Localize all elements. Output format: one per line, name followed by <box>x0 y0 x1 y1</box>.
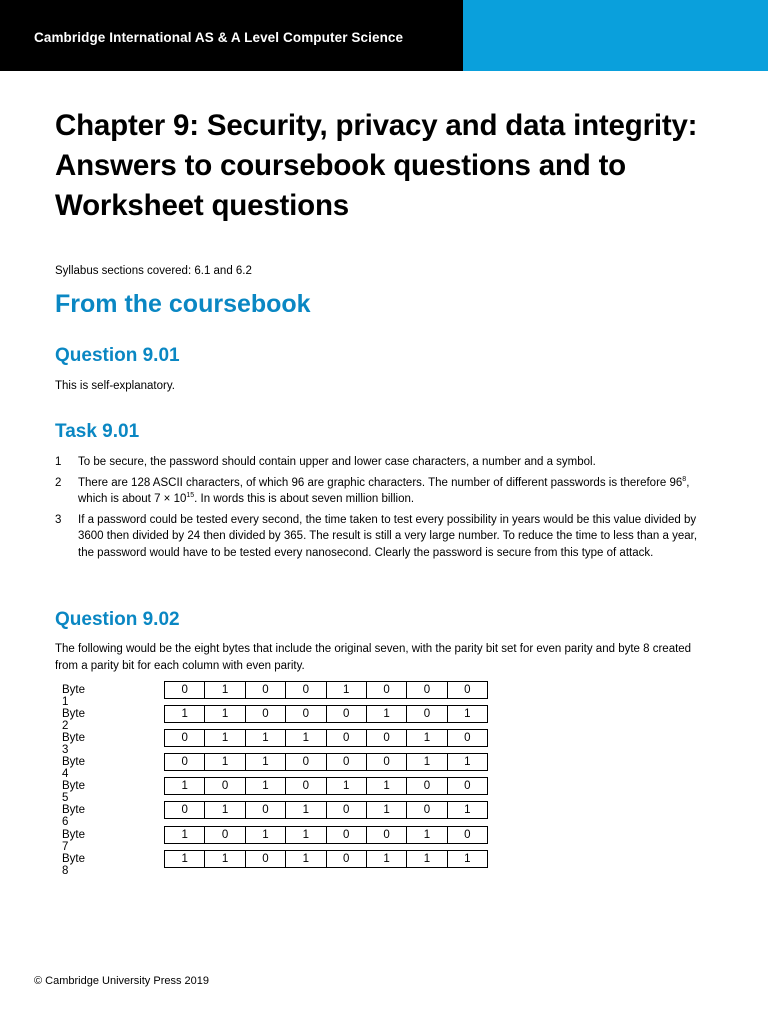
syllabus-note: Syllabus sections covered: 6.1 and 6.2 <box>55 265 252 277</box>
bit-cell: 1 <box>165 827 205 843</box>
bit-cell: 1 <box>464 852 471 865</box>
text-part: . In words this is about seven million billion. <box>194 493 415 505</box>
list-item-text: To be secure, the password should contain upper and lower case characters, a number and a symbol. <box>78 456 596 468</box>
bit-cell: 1 <box>464 804 471 817</box>
superscript: 8 <box>682 475 687 483</box>
bit-cell: 1 <box>407 730 447 746</box>
list-item-text <box>78 475 715 508</box>
bit-cell: 1 <box>205 851 245 867</box>
bit-cell: 1 <box>286 827 326 843</box>
bit-cell: 1 <box>286 730 326 746</box>
bit-cell: 1 <box>286 851 326 867</box>
bit-cell: 0 <box>327 827 367 843</box>
question-9-02-text: The following would be the eight bytes that include the original seven, with the parity bit set for even parity and byte 8 created from a parity bit for each column with even parity. <box>55 643 692 672</box>
list-item-text: If a password could be tested every second, the time taken to test every possibility in years would be this value divided by 3600 then divided by 24 then divided by 365. The result is still a very large number. To reduce the time to less than a year, the password would have to be tested every nanosecond. Clearly the password is secure from this type of attack. <box>78 513 698 559</box>
bit-cell: 1 <box>327 682 367 698</box>
bit-cell: 1 <box>286 802 326 818</box>
bit-cell: 0 <box>165 802 205 818</box>
list-item <box>55 475 715 508</box>
byte-bit-cells <box>164 729 488 747</box>
bit-cell: 1 <box>246 730 286 746</box>
bit-cell: 1 <box>205 754 245 770</box>
bit-cell: 1 <box>246 754 286 770</box>
byte-bit-cells <box>164 801 488 819</box>
question-9-02-heading: Question 9.02 <box>55 609 180 630</box>
byte-bit-cells <box>164 705 488 723</box>
bit-cell: 0 <box>367 754 407 770</box>
bit-cell: 0 <box>464 828 471 841</box>
header-title: Cambridge International AS & A Level Computer Science <box>34 30 404 45</box>
bit-cell: 1 <box>407 851 447 867</box>
byte-label: Byte 3 <box>62 732 86 757</box>
chapter-title: Chapter 9: Security, privacy and data integrity: Answers to coursebook questions and to Worksheet questions <box>55 109 698 222</box>
bit-cell: 0 <box>327 730 367 746</box>
bit-cell: 1 <box>367 851 407 867</box>
byte-label: Byte 7 <box>62 828 86 853</box>
byte-label: Byte 6 <box>62 804 86 829</box>
bit-cell: 0 <box>286 778 326 794</box>
question-9-01-heading: Question 9.01 <box>55 345 180 366</box>
bit-cell: 1 <box>367 706 407 722</box>
bit-cell: 1 <box>367 778 407 794</box>
byte-label: Byte 5 <box>62 780 86 805</box>
bit-cell: 0 <box>407 682 447 698</box>
text-part: There are 128 ASCII characters, of which 96 are graphic characters. The number of different passwords is therefore 96 <box>78 476 683 489</box>
task-9-01-list <box>55 454 715 565</box>
bit-cell: 1 <box>205 730 245 746</box>
section-heading: From the coursebook <box>55 290 311 318</box>
bit-cell: 1 <box>205 802 245 818</box>
list-item-number: 2 <box>55 476 62 489</box>
superscript: 15 <box>186 492 195 500</box>
bit-cell: 0 <box>327 802 367 818</box>
bit-cell: 1 <box>367 802 407 818</box>
bit-cell: 0 <box>327 754 367 770</box>
bit-cell: 0 <box>205 827 245 843</box>
byte-bit-cells <box>164 850 488 868</box>
question-9-01-text: This is self-explanatory. <box>55 380 175 392</box>
task-9-01-heading: Task 9.01 <box>55 421 140 442</box>
byte-label: Byte 1 <box>62 684 86 708</box>
bit-cell: 1 <box>246 827 286 843</box>
bit-cell: 0 <box>165 754 205 770</box>
bit-cell: 0 <box>367 682 407 698</box>
byte-label: Byte 4 <box>62 756 86 781</box>
bit-cell: 0 <box>246 851 286 867</box>
bit-cell: 0 <box>286 682 326 698</box>
list-item <box>55 454 715 471</box>
bit-cell: 0 <box>246 706 286 722</box>
bit-cell: 0 <box>286 706 326 722</box>
bit-cell: 0 <box>165 682 205 698</box>
bit-cell: 1 <box>205 682 245 698</box>
byte-label: Byte 2 <box>62 708 86 733</box>
byte-bit-cells <box>164 681 488 699</box>
bit-cell: 0 <box>246 682 286 698</box>
bit-cell: 0 <box>464 732 471 745</box>
bit-cell: 1 <box>165 706 205 722</box>
bit-cell: 1 <box>407 827 447 843</box>
bit-cell: 0 <box>367 730 407 746</box>
bit-cell: 1 <box>246 778 286 794</box>
bit-cell: 0 <box>407 802 447 818</box>
header-blue-block <box>463 0 768 71</box>
copyright-footer: © Cambridge University Press 2019 <box>34 975 210 987</box>
bit-cell: 1 <box>205 706 245 722</box>
bit-cell: 0 <box>464 684 471 696</box>
list-item-number: 3 <box>55 513 62 526</box>
byte-bit-cells <box>164 826 488 844</box>
bit-cell: 1 <box>464 708 471 721</box>
text-part: , which is about 7 × 10 <box>78 476 690 505</box>
page-header <box>0 0 768 71</box>
bit-cell: 0 <box>246 802 286 818</box>
bit-cell: 0 <box>165 730 205 746</box>
bit-cell: 0 <box>407 778 447 794</box>
bit-cell: 0 <box>327 851 367 867</box>
bit-cell: 1 <box>327 778 367 794</box>
byte-label: Byte 8 <box>62 852 86 877</box>
bit-cell: 0 <box>464 780 471 793</box>
bit-cell: 0 <box>205 778 245 794</box>
bit-cell: 0 <box>407 706 447 722</box>
bit-cell: 0 <box>367 827 407 843</box>
list-item <box>55 512 715 562</box>
bit-cell: 1 <box>165 778 205 794</box>
bit-cell: 1 <box>464 756 471 769</box>
bit-cell: 0 <box>286 754 326 770</box>
byte-bit-cells <box>164 777 488 795</box>
byte-bit-cells <box>164 753 488 771</box>
list-item-number: 1 <box>55 456 62 468</box>
bit-cell: 0 <box>327 706 367 722</box>
bit-cell: 1 <box>407 754 447 770</box>
bit-cell: 1 <box>165 851 205 867</box>
